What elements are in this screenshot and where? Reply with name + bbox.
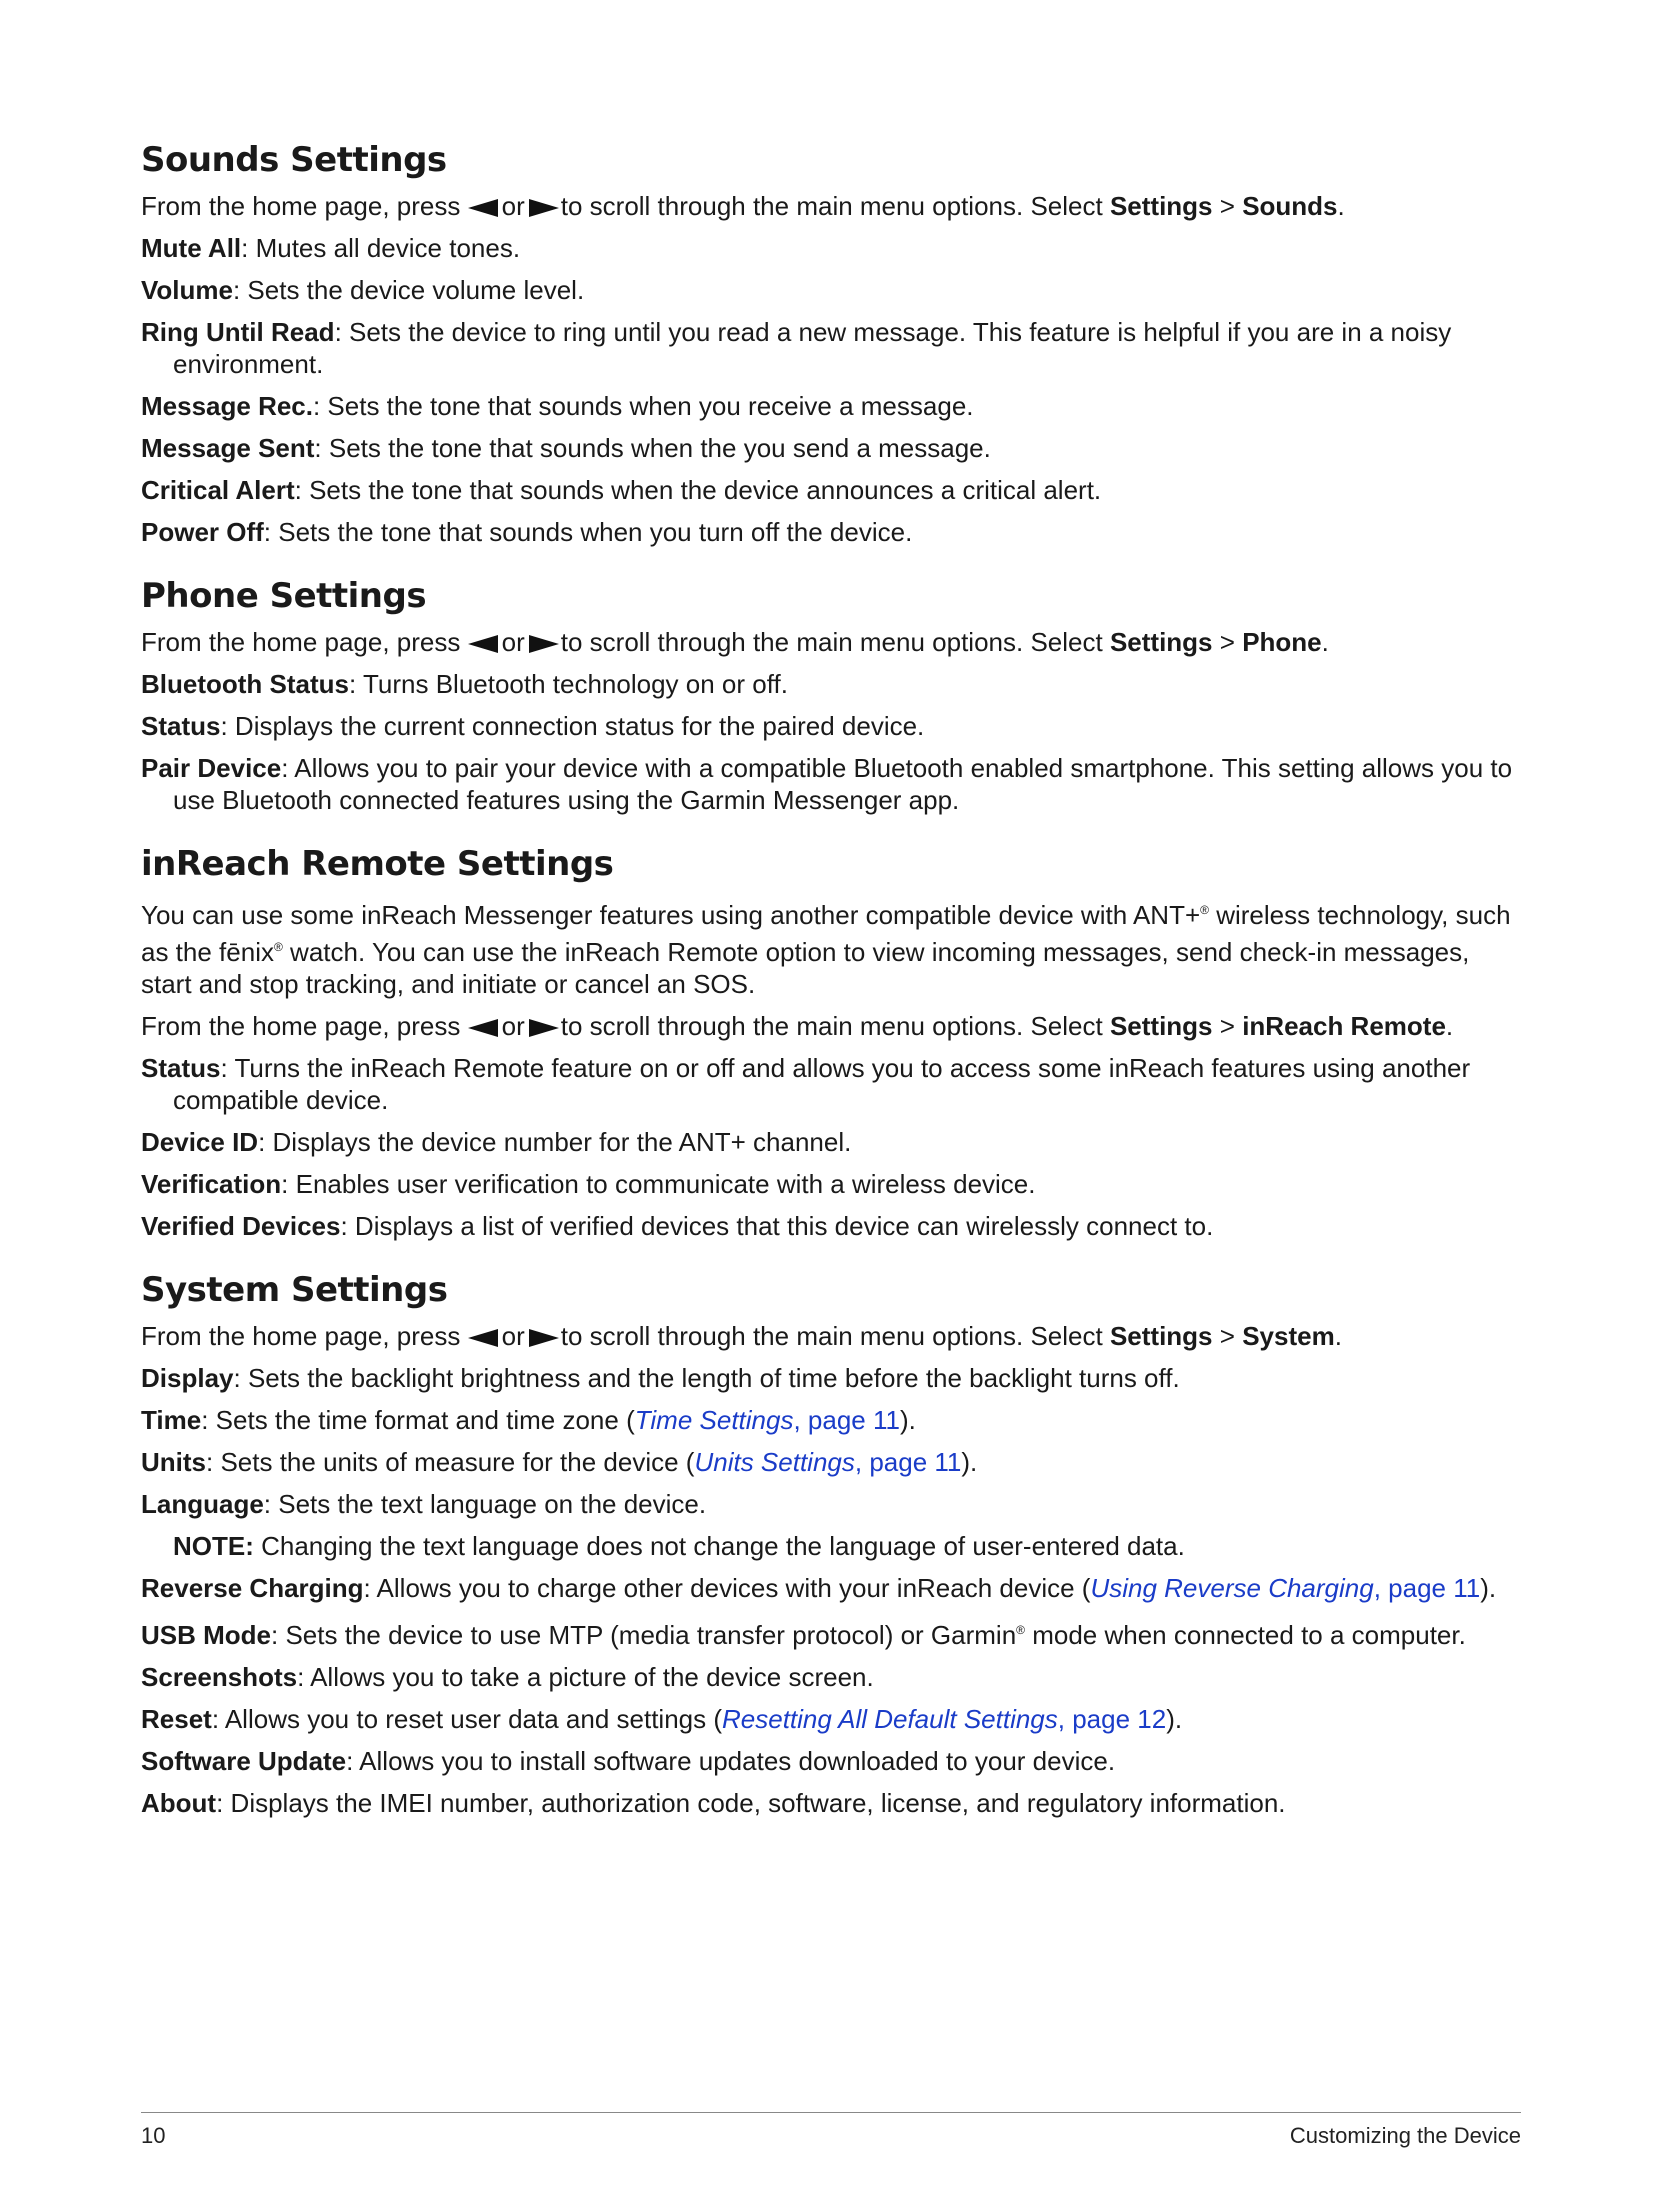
left-arrow-icon — [468, 1019, 498, 1037]
definition-item: Screenshots: Allows you to take a picture of the device screen. — [141, 1662, 874, 1692]
remote-intro: From the home page, press or to scroll through the main menu options. Select Settings > inReach Remote. — [141, 1011, 1454, 1041]
definition-item: Mute All: Mutes all device tones. — [141, 233, 521, 263]
phone-heading: Phone Settings — [141, 576, 427, 616]
definition-item: Software Update: Allows you to install software updates downloaded to your device. — [141, 1746, 1116, 1776]
definition-item: Verification: Enables user verification to communicate with a wireless device. — [141, 1169, 1036, 1199]
definition-item: Message Sent: Sets the tone that sounds when the you send a message. — [141, 433, 991, 463]
sounds-section — [141, 138, 1521, 548]
definition-item: Ring Until Read: Sets the device to ring until you read a new message. This feature is helpful if you are in a noisy environment. — [141, 317, 1452, 379]
document-page — [141, 138, 1521, 1845]
left-arrow-icon — [468, 635, 498, 653]
note-paragraph: NOTE: Changing the text language does not change the language of user-entered data. — [173, 1531, 1185, 1561]
right-arrow-icon — [529, 635, 559, 653]
system-heading: System Settings — [141, 1270, 448, 1310]
phone-section — [141, 574, 1521, 816]
page-number: 10 — [141, 2123, 166, 2148]
definition-item: Bluetooth Status: Turns Bluetooth technology on or off. — [141, 669, 788, 699]
sounds-heading: Sounds Settings — [141, 140, 447, 180]
remote-section — [141, 842, 1521, 1242]
definition-item: Status: Turns the inReach Remote feature on or off and allows you to access some inReach features using another compatible device. — [141, 1053, 1471, 1115]
definition-item: Critical Alert: Sets the tone that sounds when the device announces a critical alert. — [141, 475, 1102, 505]
reverse-charging-link[interactable]: Using Reverse Charging, page 11 — [1090, 1573, 1481, 1603]
system-section — [141, 1268, 1521, 1819]
time-settings-link[interactable]: Time Settings, page 11 — [634, 1405, 900, 1435]
system-intro: From the home page, press or to scroll through the main menu options. Select Settings > System. — [141, 1321, 1342, 1351]
definition-item: Verified Devices: Displays a list of verified devices that this device can wirelessly connect to. — [141, 1211, 1214, 1241]
definition-item: Status: Displays the current connection status for the paired device. — [141, 711, 925, 741]
definition-item: Time: Sets the time format and time zone (Time Settings, page 11). — [141, 1405, 916, 1435]
units-settings-link[interactable]: Units Settings, page 11 — [694, 1447, 962, 1477]
definition-item: Message Rec.: Sets the tone that sounds when you receive a message. — [141, 391, 974, 421]
definition-item: Reverse Charging: Allows you to charge other devices with your inReach device (Using Reverse Charging, page 11). — [141, 1573, 1497, 1603]
remote-heading: inReach Remote Settings — [141, 844, 614, 884]
left-arrow-icon — [468, 199, 498, 217]
sounds-intro: From the home page, press or to scroll through the main menu options. Select Settings > Sounds. — [141, 191, 1345, 221]
right-arrow-icon — [529, 1019, 559, 1037]
page-footer — [141, 2112, 1521, 2149]
reset-settings-link[interactable]: Resetting All Default Settings, page 12 — [722, 1704, 1167, 1734]
remote-paragraph: You can use some inReach Messenger features using another compatible device with ANT+® wireless technology, such as the fēnix® watch. You can use the inReach Remote option to view incoming messages, send check-in messages, start and stop tracking, and initiate or cancel an SOS. — [141, 900, 1511, 999]
chapter-title: Customizing the Device — [1289, 2123, 1521, 2148]
right-arrow-icon — [529, 199, 559, 217]
definition-item: Volume: Sets the device volume level. — [141, 275, 585, 305]
definition-item: Reset: Allows you to reset user data and settings (Resetting All Default Settings, page 12). — [141, 1704, 1183, 1734]
left-arrow-icon — [468, 1329, 498, 1347]
definition-item: About: Displays the IMEI number, authorization code, software, license, and regulatory information. — [141, 1788, 1286, 1818]
phone-intro: From the home page, press or to scroll through the main menu options. Select Settings > Phone. — [141, 627, 1329, 657]
definition-item: Power Off: Sets the tone that sounds when you turn off the device. — [141, 517, 913, 547]
definition-item: Display: Sets the backlight brightness and the length of time before the backlight turns off. — [141, 1363, 1180, 1393]
right-arrow-icon — [529, 1329, 559, 1347]
definition-item: Units: Sets the units of measure for the device (Units Settings, page 11). — [141, 1447, 978, 1477]
definition-item: Device ID: Displays the device number for the ANT+ channel. — [141, 1127, 852, 1157]
definition-item: Pair Device: Allows you to pair your device with a compatible Bluetooth enabled smartphone. This setting allows you to use Bluetooth connected features using the Garmin Messenger app. — [141, 753, 1513, 815]
definition-item: Language: Sets the text language on the device. — [141, 1489, 707, 1519]
definition-item: USB Mode: Sets the device to use MTP (media transfer protocol) or Garmin® mode when connected to a computer. — [141, 1620, 1466, 1650]
